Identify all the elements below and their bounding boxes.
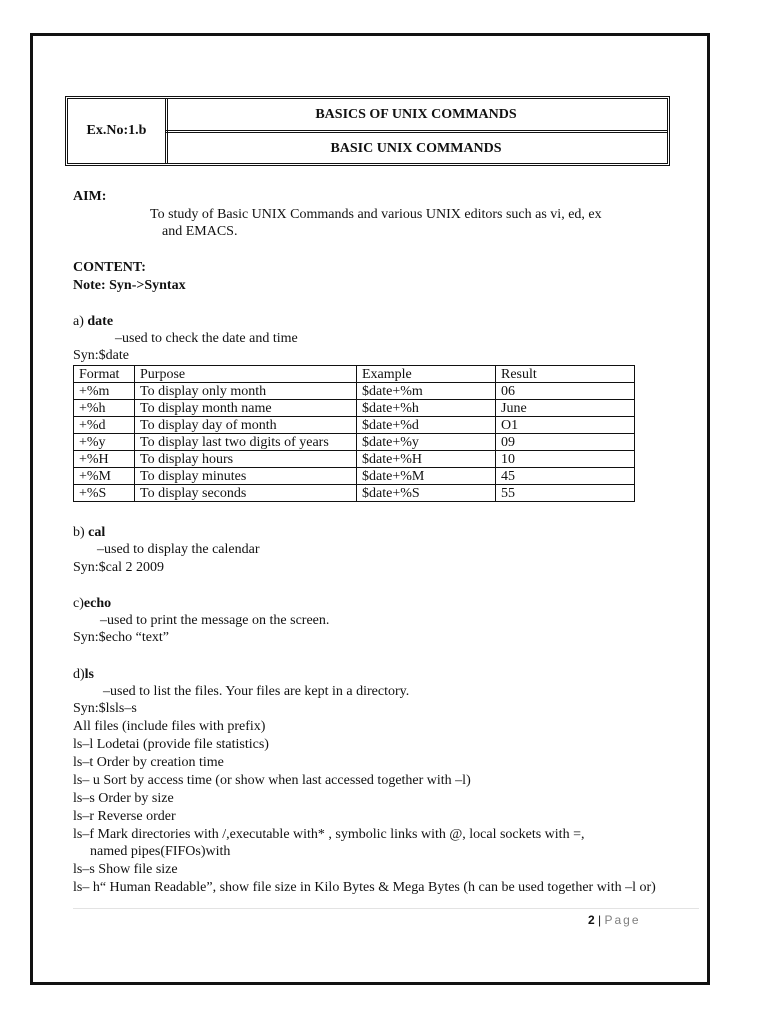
table-cell: O1 bbox=[496, 417, 635, 434]
table-cell: +%S bbox=[74, 485, 135, 502]
aim-heading: AIM: bbox=[73, 189, 107, 204]
echo-prefix: c) bbox=[73, 596, 84, 611]
ls-option-line: ls–s Show file size bbox=[73, 862, 178, 877]
ls-command-name: ls bbox=[84, 667, 95, 682]
date-heading bbox=[73, 313, 113, 330]
table-cell: $date+%M bbox=[357, 468, 496, 485]
ls-option-line: ls–l Lodetai (provide file statistics) bbox=[73, 737, 269, 752]
table-cell: +%d bbox=[74, 417, 135, 434]
table-cell: To display last two digits of years bbox=[135, 434, 357, 451]
ls-heading bbox=[73, 666, 94, 683]
page-separator: | bbox=[594, 913, 605, 927]
table-cell: +%M bbox=[74, 468, 135, 485]
table-header-cell: Purpose bbox=[135, 366, 357, 383]
ls-option-line: named pipes(FIFOs)with bbox=[90, 844, 231, 859]
ls-description: –used to list the files. Your files are kept in a directory. bbox=[103, 684, 410, 699]
table-header-row bbox=[74, 366, 635, 383]
ls-option-line: ls– h“ Human Readable”, show file size in Kilo Bytes & Mega Bytes (h can be used together with –l or) bbox=[73, 880, 656, 895]
echo-syntax: Syn:$echo “text” bbox=[73, 630, 170, 645]
table-cell: To display only month bbox=[135, 383, 357, 400]
ls-option-line: ls–r Reverse order bbox=[73, 809, 176, 824]
page-number: 2 bbox=[588, 913, 595, 927]
table-cell: 55 bbox=[496, 485, 635, 502]
ls-option-line: All files (include files with prefix) bbox=[73, 719, 266, 734]
table-header-cell: Format bbox=[74, 366, 135, 383]
table-header-cell: Example bbox=[357, 366, 496, 383]
table-cell: +%H bbox=[74, 451, 135, 468]
table-cell: +%h bbox=[74, 400, 135, 417]
cal-description: –used to display the calendar bbox=[97, 542, 260, 557]
page-footer bbox=[588, 913, 641, 927]
table-row bbox=[74, 434, 635, 451]
table-row bbox=[74, 400, 635, 417]
table-cell: $date+%y bbox=[357, 434, 496, 451]
table-row bbox=[74, 451, 635, 468]
table-row bbox=[74, 485, 635, 502]
table-cell: $date+%m bbox=[357, 383, 496, 400]
ls-syntax: Syn:$lsls–s bbox=[73, 701, 137, 716]
table-cell: $date+%H bbox=[357, 451, 496, 468]
table-cell: To display day of month bbox=[135, 417, 357, 434]
ls-option-line: ls– u Sort by access time (or show when last accessed together with –l) bbox=[73, 773, 471, 788]
exercise-number: Ex.No:1.b bbox=[68, 99, 168, 163]
echo-command-name: echo bbox=[83, 596, 112, 611]
date-prefix: a) bbox=[73, 314, 88, 329]
date-description: –used to check the date and time bbox=[115, 331, 298, 346]
cal-prefix: b) bbox=[73, 525, 89, 540]
table-cell: To display seconds bbox=[135, 485, 357, 502]
cal-syntax: Syn:$cal 2 2009 bbox=[73, 560, 164, 575]
table-cell: $date+%h bbox=[357, 400, 496, 417]
table-cell: +%m bbox=[74, 383, 135, 400]
table-header-cell: Result bbox=[496, 366, 635, 383]
table-cell: To display month name bbox=[135, 400, 357, 417]
table-cell: 09 bbox=[496, 434, 635, 451]
ls-option-line: ls–t Order by creation time bbox=[73, 755, 224, 770]
table-cell: 06 bbox=[496, 383, 635, 400]
page-label: Page bbox=[604, 913, 641, 927]
footer-divider bbox=[73, 908, 699, 909]
echo-description: –used to print the message on the screen. bbox=[100, 613, 330, 628]
sub-title: BASIC UNIX COMMANDS bbox=[330, 140, 502, 156]
main-title: BASICS OF UNIX COMMANDS bbox=[165, 99, 667, 133]
table-row bbox=[74, 468, 635, 485]
table-row bbox=[74, 383, 635, 400]
header-table bbox=[65, 96, 670, 166]
echo-heading bbox=[73, 595, 111, 612]
table-cell: To display hours bbox=[135, 451, 357, 468]
date-format-table bbox=[73, 365, 635, 502]
table-cell: To display minutes bbox=[135, 468, 357, 485]
ls-prefix: d) bbox=[73, 667, 85, 682]
ls-option-line: ls–f Mark directories with /,executable with* , symbolic links with @, local sockets with =, bbox=[73, 827, 585, 842]
table-cell: +%y bbox=[74, 434, 135, 451]
table-cell: $date+%S bbox=[357, 485, 496, 502]
date-syntax: Syn:$date bbox=[73, 348, 129, 363]
table-cell: June bbox=[496, 400, 635, 417]
date-command-name: date bbox=[87, 314, 114, 329]
aim-line-1: To study of Basic UNIX Commands and various UNIX editors such as vi, ed, ex bbox=[150, 207, 602, 222]
syntax-note: Note: Syn->Syntax bbox=[73, 278, 186, 293]
table-cell: 10 bbox=[496, 451, 635, 468]
cal-heading bbox=[73, 524, 105, 541]
cal-command-name: cal bbox=[88, 525, 106, 540]
table-cell: $date+%d bbox=[357, 417, 496, 434]
ls-option-line: ls–s Order by size bbox=[73, 791, 174, 806]
table-row bbox=[74, 417, 635, 434]
table-cell: 45 bbox=[496, 468, 635, 485]
aim-line-2: and EMACS. bbox=[162, 224, 238, 239]
content-heading: CONTENT: bbox=[73, 260, 146, 275]
